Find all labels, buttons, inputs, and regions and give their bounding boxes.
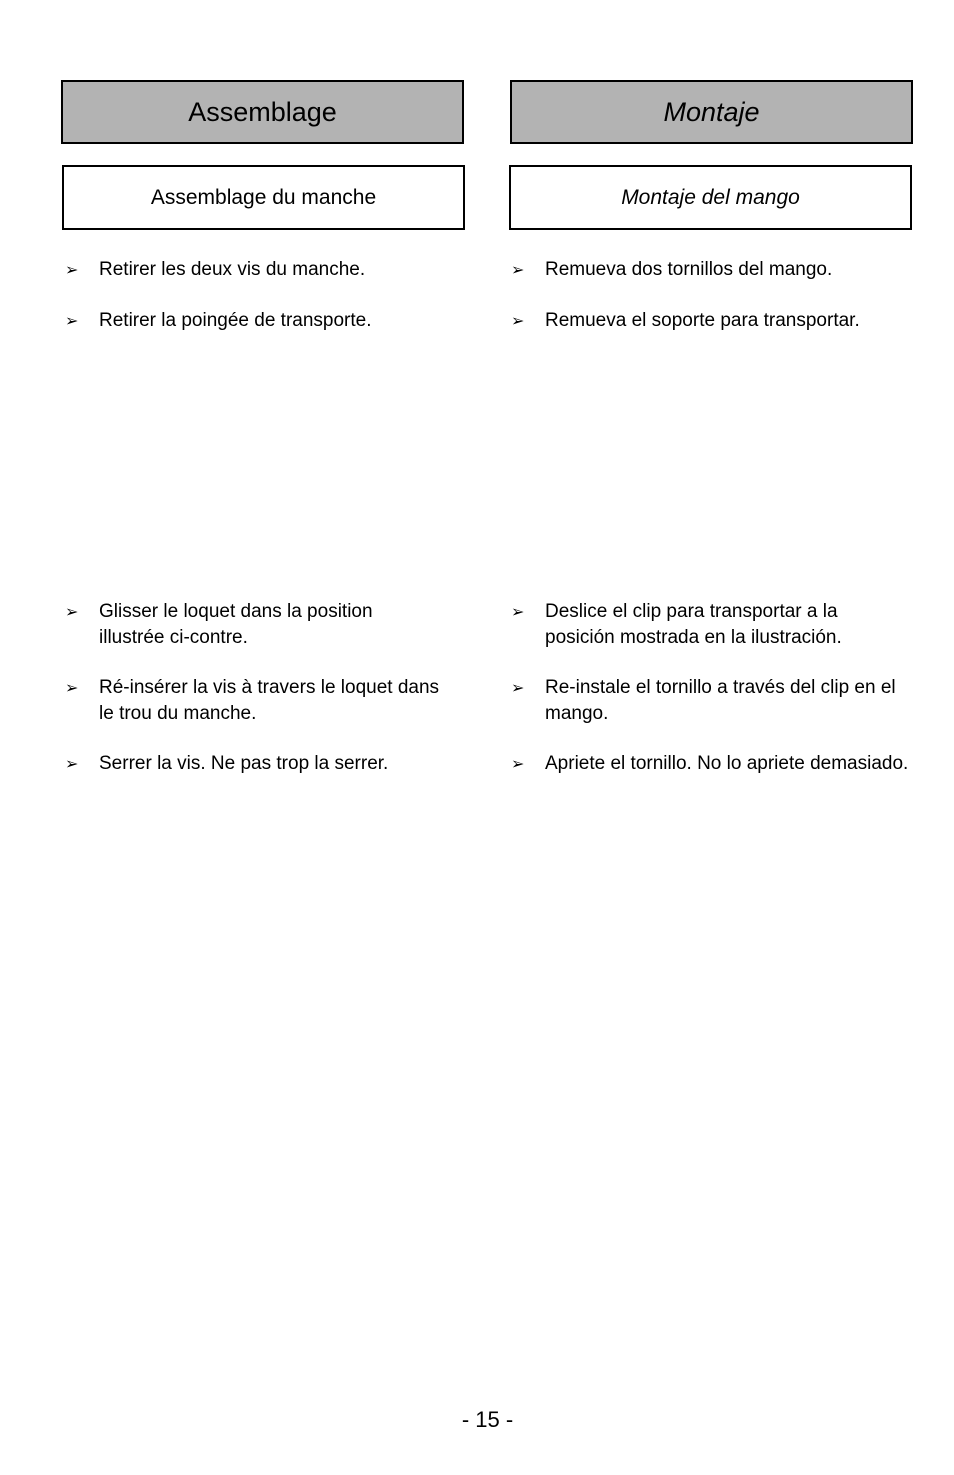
french-subsection-title: Assemblage du manche xyxy=(62,165,465,230)
list-item xyxy=(509,675,909,726)
step-text: Re-instale el tornillo a través del clip en el mango. xyxy=(545,677,896,724)
list-item xyxy=(509,751,909,777)
list-item xyxy=(63,751,443,777)
arrow-bullet-icon: ➢ xyxy=(511,754,525,773)
list-item xyxy=(509,308,909,334)
step-text: Apriete el tornillo. No lo apriete demasiado. xyxy=(545,753,909,774)
step-text: Ré-insérer la vis à travers le loquet dans le trou du manche. xyxy=(99,677,440,724)
page-number: - 15 - xyxy=(461,1407,514,1432)
arrow-bullet-icon: ➢ xyxy=(65,754,79,773)
step-text: Glisser le loquet dans la position illustrée ci-contre. xyxy=(99,601,373,648)
arrow-bullet-icon: ➢ xyxy=(511,678,525,697)
list-item xyxy=(509,599,909,650)
arrow-bullet-icon: ➢ xyxy=(65,310,79,330)
step-text: Serrer la vis. Ne pas trop la serrer. xyxy=(99,753,389,774)
french-section-title: Assemblage xyxy=(61,80,464,144)
arrow-bullet-icon: ➢ xyxy=(65,678,79,697)
list-item xyxy=(63,257,443,283)
step-text: Deslice el clip para transportar a la posición mostrada en la ilustración. xyxy=(545,601,842,648)
list-item xyxy=(63,308,443,334)
arrow-bullet-icon: ➢ xyxy=(65,260,79,279)
french-steps-bottom xyxy=(63,599,443,802)
arrow-bullet-icon: ➢ xyxy=(511,310,525,330)
spanish-section-title: Montaje xyxy=(510,80,913,144)
list-item xyxy=(63,599,443,650)
arrow-bullet-icon: ➢ xyxy=(511,260,525,279)
spanish-steps-bottom xyxy=(509,599,909,802)
list-item xyxy=(509,257,909,283)
spanish-steps-top xyxy=(509,257,909,358)
step-text: Retirer les deux vis du manche. xyxy=(99,259,366,280)
step-text: Remueva dos tornillos del mango. xyxy=(545,259,833,280)
step-text: Retirer la poingée de transporte. xyxy=(99,309,372,331)
step-text: Remueva el soporte para transportar. xyxy=(545,309,860,331)
spanish-subsection-title: Montaje del mango xyxy=(509,165,912,230)
list-item xyxy=(63,675,443,726)
arrow-bullet-icon: ➢ xyxy=(65,602,79,621)
french-steps-top xyxy=(63,257,443,358)
arrow-bullet-icon: ➢ xyxy=(511,602,525,621)
